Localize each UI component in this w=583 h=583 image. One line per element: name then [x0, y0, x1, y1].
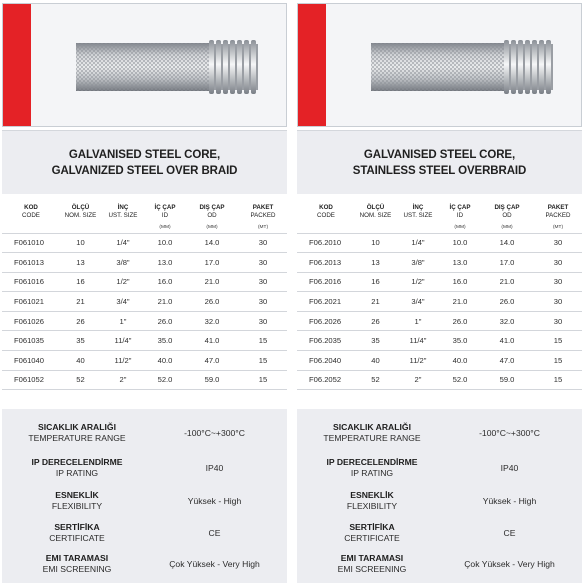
table-row — [297, 311, 582, 331]
col-header-code: KOD CODE — [317, 204, 335, 219]
product-title-line1: GALVANISED STEEL CORE, — [363, 149, 516, 161]
braided-hose-image — [31, 4, 287, 127]
table-cell: F06.2021 — [297, 292, 355, 312]
table-cell: 21 — [60, 292, 101, 312]
table-cell: F061040 — [2, 351, 60, 371]
table-cell: 26.0 — [440, 311, 480, 331]
table-cell: F061021 — [2, 292, 60, 312]
property-label — [2, 553, 152, 575]
table-cell: F06.2026 — [297, 311, 355, 331]
table-cell: 1/4" — [101, 233, 145, 253]
table-cell: 26.0 — [145, 311, 185, 331]
property-label-tr: SICAKLIK ARALIĞI — [333, 422, 411, 432]
property-value: -100°C~+300°C — [184, 428, 245, 438]
col-header-nom-size: ÖLÇÜ NOM. SIZE — [359, 204, 392, 219]
units-row — [297, 223, 582, 233]
table-row — [297, 233, 582, 253]
table-cell: 30 — [239, 292, 287, 312]
braided-hose-image — [326, 4, 582, 127]
table-cell: 1/4" — [396, 233, 440, 253]
table-cell: 21.0 — [440, 292, 480, 312]
table-cell: 15 — [239, 351, 287, 371]
property-label-en: IP RATING — [55, 468, 99, 478]
table-cell: F061035 — [2, 331, 60, 351]
product-hero — [297, 3, 582, 127]
property-label-en: EMI SCREENING — [337, 564, 407, 574]
table-cell: F06.2040 — [297, 351, 355, 371]
property-row — [297, 422, 582, 452]
property-row — [2, 553, 287, 583]
property-label — [297, 553, 447, 575]
product-title — [2, 130, 287, 194]
table-cell: F061013 — [2, 253, 60, 273]
table-cell: 11/4" — [396, 331, 440, 351]
table-cell: 15 — [534, 351, 582, 371]
property-label — [2, 490, 152, 512]
col-header-od: DIŞ ÇAP OD — [494, 204, 520, 219]
property-label — [297, 422, 447, 444]
property-label-en: TEMPERATURE RANGE — [323, 433, 421, 443]
table-cell: 1/2" — [396, 272, 440, 292]
property-row — [297, 553, 582, 583]
table-cell: 1" — [396, 311, 440, 331]
property-label-tr: IP DERECELENDİRME — [31, 457, 123, 467]
table-cell: F06.2016 — [297, 272, 355, 292]
table-cell: 52 — [60, 370, 101, 390]
table-cell: 15 — [534, 331, 582, 351]
table-cell: 10.0 — [440, 233, 480, 253]
table-cell: 15 — [239, 370, 287, 390]
col-header-id: İÇ ÇAP ID — [154, 204, 176, 219]
table-cell: 52.0 — [145, 370, 185, 390]
table-cell: 13.0 — [145, 253, 185, 273]
table-cell: 11/2" — [396, 351, 440, 371]
property-label-tr: EMI TARAMASI — [45, 553, 109, 563]
property-value: CE — [208, 528, 221, 538]
property-value: Yüksek - High — [187, 496, 242, 506]
spec-table — [297, 204, 582, 390]
table-cell: 26 — [355, 311, 396, 331]
table-cell: 3/4" — [396, 292, 440, 312]
units-row — [2, 223, 287, 233]
unit-od: (MM) — [480, 223, 534, 233]
table-cell: 17.0 — [480, 253, 534, 273]
table-cell: 59.0 — [480, 370, 534, 390]
table-cell: F06.2010 — [297, 233, 355, 253]
property-label-en: FLEXIBILITY — [346, 501, 398, 511]
table-cell: F061016 — [2, 272, 60, 292]
table-cell: 26 — [60, 311, 101, 331]
accent-bar — [298, 4, 326, 126]
properties-panel — [2, 409, 287, 583]
table-cell: 26.0 — [480, 292, 534, 312]
spec-table-header — [297, 204, 582, 223]
unit-packed: (MT) — [534, 223, 582, 233]
property-label-en: TEMPERATURE RANGE — [28, 433, 126, 443]
table-row — [297, 292, 582, 312]
table-cell: 3/4" — [101, 292, 145, 312]
table-cell: 30 — [534, 233, 582, 253]
table-cell: 17.0 — [185, 253, 239, 273]
table-cell: F06.2052 — [297, 370, 355, 390]
table-cell: 30 — [239, 311, 287, 331]
property-label — [2, 457, 152, 479]
table-cell: 3/8" — [101, 253, 145, 273]
table-cell: 35 — [60, 331, 101, 351]
table-cell: 15 — [534, 370, 582, 390]
properties-panel — [297, 409, 582, 583]
table-cell: 30 — [534, 292, 582, 312]
property-row — [297, 457, 582, 487]
table-cell: 35.0 — [440, 331, 480, 351]
table-cell: 14.0 — [480, 233, 534, 253]
table-cell: 30 — [239, 233, 287, 253]
accent-bar — [3, 4, 31, 126]
unit-id: (MM) — [440, 223, 480, 233]
table-cell: 52.0 — [440, 370, 480, 390]
property-row — [297, 490, 582, 520]
table-cell: 3/8" — [396, 253, 440, 273]
col-header-code: KOD CODE — [22, 204, 40, 219]
property-row — [2, 422, 287, 452]
table-cell: 26.0 — [185, 292, 239, 312]
table-cell: 40 — [355, 351, 396, 371]
table-row — [2, 292, 287, 312]
property-label — [297, 457, 447, 479]
property-value: Yüksek - High — [482, 496, 537, 506]
col-header-packed: PAKET PACKED — [250, 204, 276, 219]
property-value: -100°C~+300°C — [479, 428, 540, 438]
table-cell: 30 — [239, 272, 287, 292]
table-cell: F06.2013 — [297, 253, 355, 273]
property-label-tr: ESNEKLİK — [350, 490, 394, 500]
property-row — [2, 457, 287, 487]
table-row — [297, 370, 582, 390]
table-cell: 13.0 — [440, 253, 480, 273]
table-cell: 16.0 — [145, 272, 185, 292]
table-row — [2, 331, 287, 351]
property-label — [297, 522, 447, 544]
table-cell: F06.2035 — [297, 331, 355, 351]
table-cell: 10.0 — [145, 233, 185, 253]
table-cell: 21 — [355, 292, 396, 312]
col-header-inch: İNÇ UST. SIZE — [403, 204, 433, 219]
table-row — [297, 253, 582, 273]
product-title-line2: STAINLESS STEEL OVERBRAID — [352, 165, 527, 177]
table-cell: 32.0 — [480, 311, 534, 331]
col-header-nom-size: ÖLÇÜ NOM. SIZE — [64, 204, 97, 219]
property-label-tr: ESNEKLİK — [55, 490, 99, 500]
table-cell: 32.0 — [185, 311, 239, 331]
property-row — [297, 522, 582, 552]
table-cell: 40 — [60, 351, 101, 371]
table-cell: 1" — [101, 311, 145, 331]
col-header-od: DIŞ ÇAP OD — [199, 204, 225, 219]
table-row — [2, 351, 287, 371]
col-header-inch: İNÇ UST. SIZE — [108, 204, 138, 219]
product-title-line1: GALVANISED STEEL CORE, — [68, 149, 221, 161]
property-value: Çok Yüksek - Very High — [464, 559, 555, 569]
table-cell: F061026 — [2, 311, 60, 331]
product-hero — [2, 3, 287, 127]
property-label-tr: IP DERECELENDİRME — [326, 457, 418, 467]
table-row — [2, 233, 287, 253]
table-cell: 2" — [396, 370, 440, 390]
table-cell: 13 — [60, 253, 101, 273]
table-cell: 16 — [60, 272, 101, 292]
property-label-tr: SERTİFİKA — [349, 522, 395, 532]
product-panel-stainless-braid — [297, 0, 582, 583]
table-cell: 35.0 — [145, 331, 185, 351]
table-cell: F061052 — [2, 370, 60, 390]
table-cell: 21.0 — [185, 272, 239, 292]
property-label-en: EMI SCREENING — [42, 564, 112, 574]
table-cell: 30 — [534, 311, 582, 331]
property-label-en: IP RATING — [350, 468, 394, 478]
table-cell: 59.0 — [185, 370, 239, 390]
table-cell: 30 — [239, 253, 287, 273]
property-label — [2, 522, 152, 544]
table-row — [2, 370, 287, 390]
table-cell: 35 — [355, 331, 396, 351]
spec-table-header — [2, 204, 287, 223]
product-panel-galvanized-braid — [2, 0, 287, 583]
table-cell: 47.0 — [185, 351, 239, 371]
table-cell: 30 — [534, 272, 582, 292]
spec-table — [2, 204, 287, 390]
property-label-tr: SERTİFİKA — [54, 522, 100, 532]
unit-od: (MM) — [185, 223, 239, 233]
property-label-tr: EMI TARAMASI — [340, 553, 404, 563]
table-cell: 10 — [60, 233, 101, 253]
table-cell: 47.0 — [480, 351, 534, 371]
property-value: IP40 — [205, 463, 224, 473]
table-cell: 40.0 — [440, 351, 480, 371]
table-cell: 41.0 — [480, 331, 534, 351]
table-cell: 41.0 — [185, 331, 239, 351]
table-row — [2, 311, 287, 331]
table-cell: 13 — [355, 253, 396, 273]
property-label-en: FLEXIBILITY — [51, 501, 103, 511]
table-row — [2, 253, 287, 273]
table-cell: 21.0 — [145, 292, 185, 312]
table-cell: 40.0 — [145, 351, 185, 371]
product-title — [297, 130, 582, 194]
table-row — [2, 272, 287, 292]
property-row — [2, 490, 287, 520]
property-value: IP40 — [500, 463, 519, 473]
table-cell: 15 — [239, 331, 287, 351]
table-cell: 14.0 — [185, 233, 239, 253]
table-cell: F061010 — [2, 233, 60, 253]
property-label-en: CERTIFICATE — [344, 533, 400, 543]
property-row — [2, 522, 287, 552]
col-header-packed: PAKET PACKED — [545, 204, 571, 219]
product-title-line2: GALVANIZED STEEL OVER BRAID — [51, 165, 238, 177]
table-cell: 30 — [534, 253, 582, 273]
table-cell: 52 — [355, 370, 396, 390]
unit-packed: (MT) — [239, 223, 287, 233]
table-row — [297, 351, 582, 371]
table-cell: 10 — [355, 233, 396, 253]
property-label — [2, 422, 152, 444]
table-cell: 16 — [355, 272, 396, 292]
property-value: Çok Yüksek - Very High — [169, 559, 260, 569]
table-cell: 2" — [101, 370, 145, 390]
property-label — [297, 490, 447, 512]
table-cell: 16.0 — [440, 272, 480, 292]
property-value: CE — [503, 528, 516, 538]
table-cell: 11/4" — [101, 331, 145, 351]
property-label-tr: SICAKLIK ARALIĞI — [38, 422, 116, 432]
table-row — [297, 331, 582, 351]
table-cell: 1/2" — [101, 272, 145, 292]
property-label-en: CERTIFICATE — [49, 533, 105, 543]
table-cell: 21.0 — [480, 272, 534, 292]
col-header-id: İÇ ÇAP ID — [449, 204, 471, 219]
table-row — [297, 272, 582, 292]
unit-id: (MM) — [145, 223, 185, 233]
table-cell: 11/2" — [101, 351, 145, 371]
